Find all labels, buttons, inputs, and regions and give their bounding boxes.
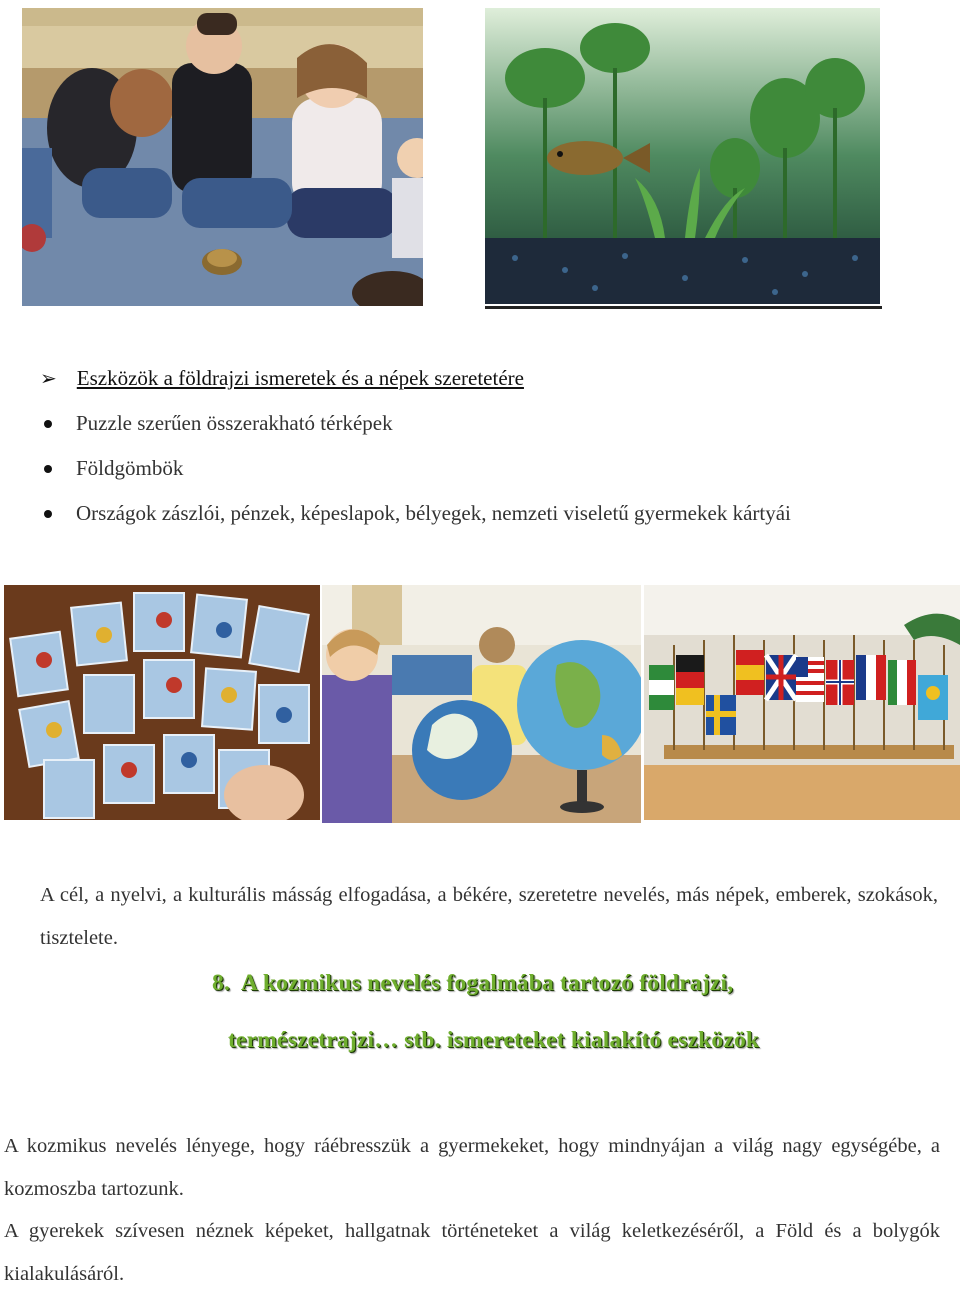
list-heading [40, 366, 524, 391]
section-8-heading-line1 [212, 970, 733, 997]
list-item [40, 411, 393, 436]
children-tortoise-photo [22, 8, 423, 306]
bullet-icon [44, 510, 52, 518]
culture-cards-photo [4, 585, 320, 820]
section-title-line1: A kozmikus nevelés fogalmába tartozó földrajzi, [240, 970, 734, 996]
list-item-text: Földgömbök [76, 456, 184, 480]
section-number: 8. [212, 970, 231, 996]
cosmic-education-paragraph: A kozmikus nevelés lényege, hogy ráébresszük a gyermekeket, hogy mindnyájan a világ nagy egységébe, a kozmoszba tartozunk. [4, 1135, 940, 1200]
list-item [40, 501, 791, 526]
flags-photo [644, 585, 960, 820]
section-title-line2: természetrajzi… stb. ismereteket kialakító eszközök [228, 1027, 760, 1053]
children-stories-paragraph: A gyerekek szívesen néznek képeket, hallgatnak történeteket a világ keletkezéséről, a Föld és a bolygók kialakulásáról. [4, 1220, 940, 1285]
list-item [40, 456, 183, 481]
globes-photo [322, 585, 641, 823]
list-item-text: Országok zászlói, pénzek, képeslapok, bélyegek, nemzeti viseletű gyermekek kártyái [76, 501, 791, 525]
arrow-bullet-icon: ➢ [40, 368, 57, 390]
bullet-icon [44, 420, 52, 428]
aquarium-fish-photo [485, 8, 880, 304]
list-item-text: Puzzle szerűen összerakható térképek [76, 411, 393, 435]
photo-underline [485, 306, 882, 309]
goal-paragraph: A cél, a nyelvi, a kulturális másság elfogadása, a békére, szeretetre nevelés, más népek, emberek, szokások, tisztelete. [40, 884, 938, 949]
bullet-icon [44, 465, 52, 473]
list-heading-text: Eszközök a földrajzi ismeretek és a népek szeretetére [76, 366, 524, 390]
